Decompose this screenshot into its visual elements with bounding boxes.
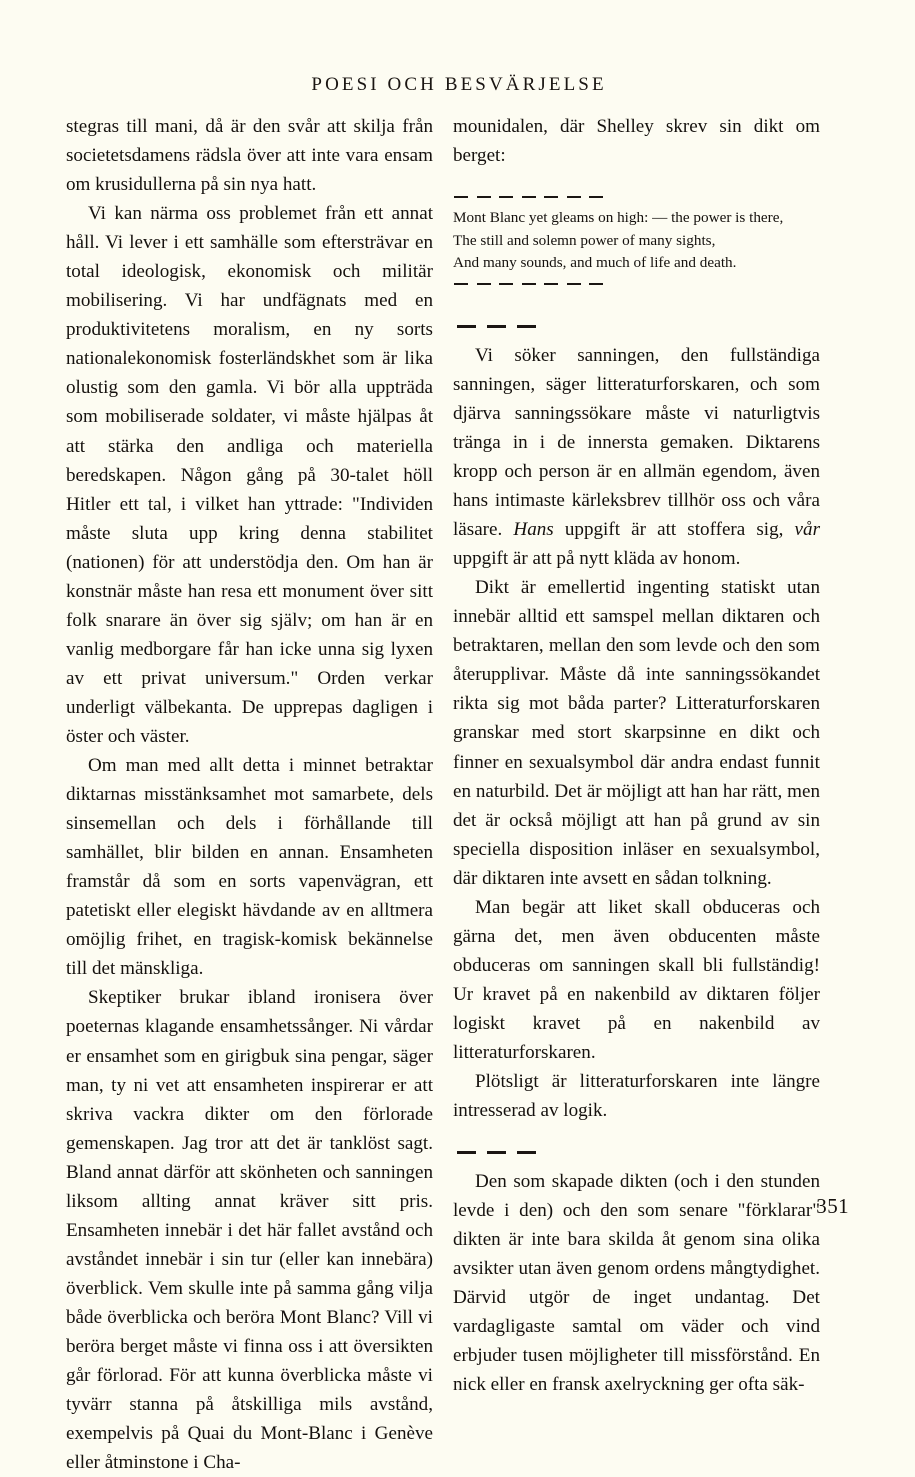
verse-line: Mont Blanc yet gleams on high: — the power is there, (453, 209, 784, 227)
dash-rule-below-quote (454, 283, 820, 285)
verse-line: And many sounds, and much of life and death. (453, 253, 737, 271)
paragraph: Om man med allt detta i minnet betraktar diktarnas misstänksamhet mot samarbete, dels sinsemellan och dels i förhållande till samhället, blir bilden en annan. Ensamheten framstår då som en sorts vapenvägran, ett patetiskt eller elegiskt hävdande av en alltmera omöjlig frihet, en tragisk-komisk bekännelse till det mänskliga. (66, 755, 433, 980)
paragraph: mounidalen, där Shelley skrev sin dikt om berget: (453, 116, 820, 167)
verse-line: The still and solemn power of many sights, (453, 231, 716, 249)
paragraph: Vi söker sanningen, den fullständiga sanningen, säger litteraturforskaren, och som djärva sanningssökare måste vi naturligtvis tränga in i de innersta gemaken. Diktarens kropp och person är en allmän egendom, även hans intimaste kärleksbrev tillhör oss och våra läsare. Hans uppgift är att stoffera sig, vår uppgift är att på nytt kläda av honom. (453, 344, 820, 570)
paragraph: Plötsligt är litteraturforskaren inte längre intresserad av logik. (453, 1071, 820, 1122)
verse-quotation (453, 196, 820, 285)
paragraph: Den som skapade dikten (och i den stunden levde i den) och den som senare "förklarar" dikten är inte bara skilda åt genom sina olika avsikter utan även genom ordens mångtydighet. Därvid utgör de inget undantag. Det vardagligaste samtal om väder och vind erbjuder tusen möjligheter till missförstånd. En nick eller en fransk axelryckning ger ofta säk- (453, 1170, 820, 1395)
right-column (453, 112, 820, 1477)
text-columns (66, 112, 861, 1477)
paragraph: Dikt är emellertid ingenting statiskt utan innebär alltid ett samspel mellan diktaren och betraktaren, mellan den som levde och den som återupplivar. Måste då inte sanningssökandet rikta sig mot båda parter? Litteraturforskaren granskar med stort skarpsinne en dikt och finner en sexualsymbol där andra endast funnit en naturbild. Det är möjligt att han har rätt, men det är också möjligt att han på grund av sin speciella disposition inläser en sexualsymbol, där diktaren inte avsett en sådan tolkning. (453, 577, 820, 889)
paragraph: Skeptiker brukar ibland ironisera över poeternas klagande ensamhetssånger. Ni vårdar er ensamhet som en girigbuk sina pengar, säger man, ty ni vet att ensamheten inspirerar er att skriva vackra dikter om den förlorade gemenskapen. Jag tror att det är tanklöst sagt. Bland annat därför att skönheten och sanningen liksom allting annat kräver sitt pris. Ensamheten innebär i det här fallet avstånd och avståndet innebär i sin tur (eller kan innebära) överblick. Vem skulle inte på samma gång vilja både överblicka och beröra Mont Blanc? Vill vi beröra berget måste vi finna oss i att översikten går förlorad. För att kunna överblicka måste vi tyvärr stanna på åtskilliga mils avstånd, exempelvis på Quai du Mont-Blanc i Genève eller åtminstone i Cha- (66, 987, 433, 1474)
page-number: 351 (816, 1194, 849, 1218)
section-break-rule-2 (457, 1151, 820, 1153)
dash-rule-above-quote (454, 196, 820, 198)
section-break-rule-1 (457, 325, 820, 327)
paragraph: stegras till mani, då är den svår att skilja från societetsdamens rädsla över att inte vara ensam om krusidullerna på sin nya hatt. (66, 116, 433, 196)
paragraph: Man begär att liket skall obduceras och gärna det, men även obducenten måste obduceras om sanningen skall bli fullständig! Ur kravet på en nakenbild av diktaren följer logiskt kravet på en nakenbild av litteraturforskaren. (453, 896, 820, 1063)
left-column (66, 112, 433, 1477)
running-head: POESI OCH BESVÄRJELSE (311, 74, 607, 95)
paragraph: Vi kan närma oss problemet från ett annat håll. Vi lever i ett samhälle som eftersträvar en total ideologisk, ekonomisk och militär mobilisering. Vi har undfägnats med en produktivitetens moralism, en ny sorts nationalekonomisk fosterländskhet som är lika olustig som den gamla. Vi bör alla uppträda som mobiliserade soldater, vi måste hjälpas åt att stärka den andliga och materiella beredskapen. Någon gång på 30-talet höll Hitler ett tal, i vilket han yttrade: "Individen måste sluta upp kring denna stabilitet (nationen) för att understödja den. Om han är konstnär måste han resa ett monument över sitt folk snarare än över sig själv; om han är en vanlig medborgare får han icke unna sig lyxen av ett privat universum." Orden verkar underligt välbekanta. De upprepas dagligen i öster och väster. (66, 203, 433, 747)
